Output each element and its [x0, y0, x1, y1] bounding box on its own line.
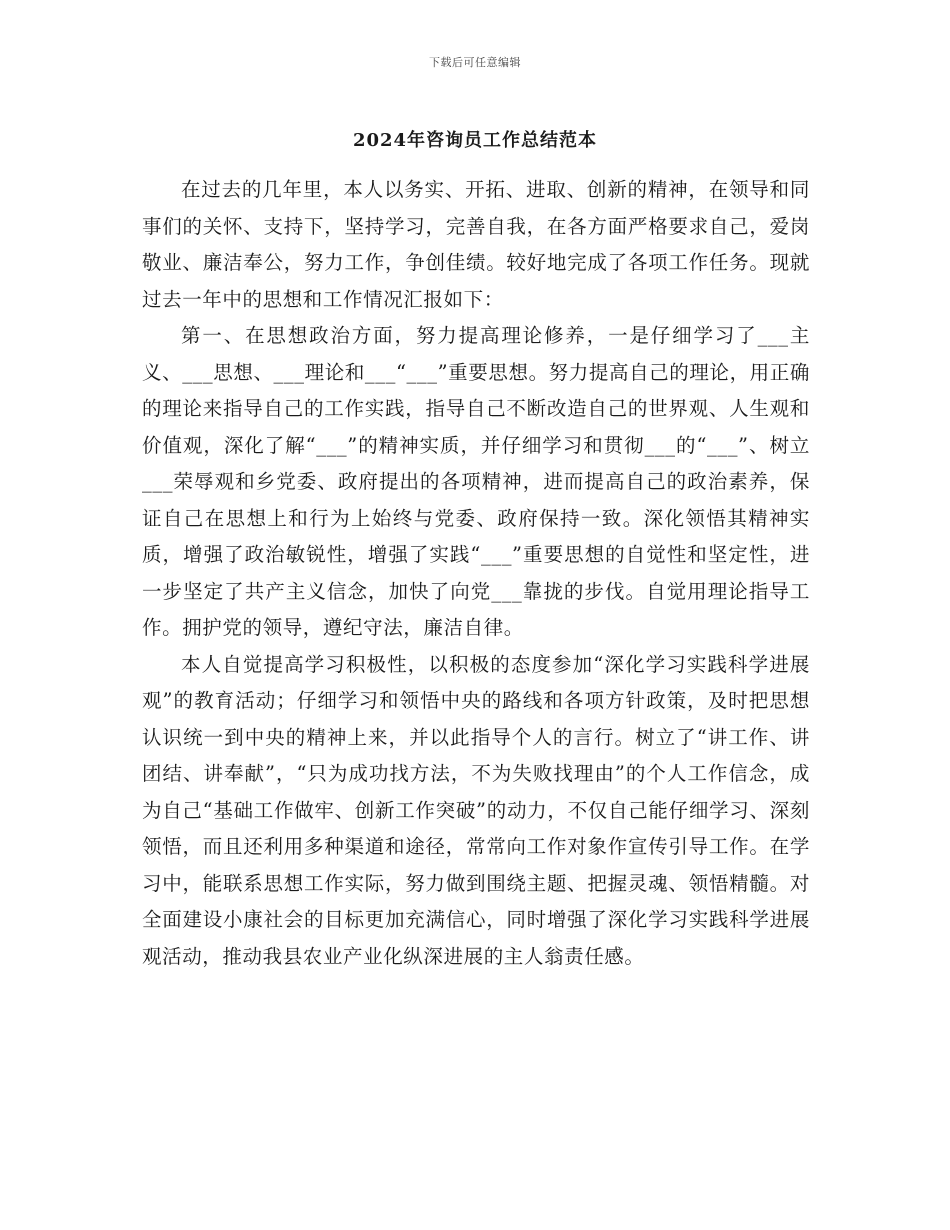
paragraph-political-thought: 第一、在思想政治方面，努力提高理论修养，一是仔细学习了___主义、___思想、___理论和___“___”重要思想。努力提高自己的理论，用正确的理论来指导自己的工作实践，指导自己不断改造自己的世界观、人生观和价值观，深化了解“___”的精神实质，并仔细学习和贯彻___的“___”、树立___荣辱观和乡党委、政府提出的各项精神，进而提高自己的政治素养，保证自己在思想上和行为上始终与党委、政府保持一致。深化领悟其精神实质，增强了政治敏锐性，增强了实践“___”重要思想的自觉性和坚定性，进一步坚定了共产主义信念，加快了向党___靠拢的步伐。自觉用理论指导工作。拥护党的领导，遵纪守法，廉洁自律。	[142, 324, 810, 639]
document-title: 2024年咨询员工作总结范本	[352, 130, 598, 151]
paragraph-intro: 在过去的几年里，本人以务实、开拓、进取、创新的精神，在领导和同事们的关怀、支持下，坚持学习，完善自我，在各方面严格要求自己，爱岗敬业、廉洁奉公，努力工作，争创佳绩。较好地完成了各项工作任务。现就过去一年中的思想和工作情况汇报如下：	[142, 178, 810, 311]
header-note: 下载后可任意编辑	[429, 56, 521, 69]
document-body	[142, 172, 810, 975]
paragraph-study-practice: 本人自觉提高学习积极性，以积极的态度参加“深化学习实践科学进展观”的教育活动；仔细学习和领悟中央的路线和各项方针政策，及时把思想认识统一到中央的精神上来，并以此指导个人的言行。树立了“讲工作、讲团结、讲奉献”，“只为成功找方法，不为失败找理由”的个人工作信念，成为自己“基础工作做牢、创新工作突破”的动力，不仅自己能仔细学习、深刻领悟，而且还利用多种渠道和途径，常常向工作对象作宣传引导工作。在学习中，能联系思想工作实际，努力做到围绕主题、把握灵魂、领悟精髓。对全面建设小康社会的目标更加充满信心，同时增强了深化学习实践科学进展观活动，推动我县农业产业化纵深进展的主人翁责任感。	[142, 652, 810, 968]
